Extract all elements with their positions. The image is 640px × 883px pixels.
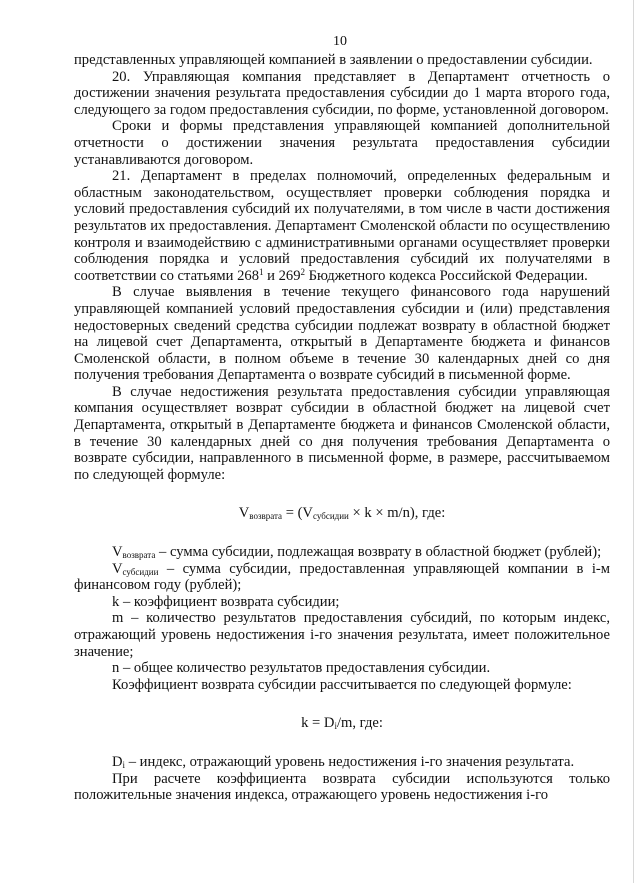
formula2-rhs: /m, где: (336, 715, 383, 732)
formula2-sub-i: i (334, 721, 337, 732)
paragraph-21-text-b: и 269 (263, 267, 301, 284)
paragraph-positive-values: При расчете коэффициента возврата субсидии используются только положительные значения индекса, отражающего уровень недостижения i-го (74, 770, 610, 804)
definition-d-index (74, 754, 610, 771)
paragraph-reporting-terms: Сроки и формы представления управляющей компанией дополнительной отчетности о достижении значения результата предоставления субсидии устанавливаются договором. (74, 118, 610, 168)
scan-edge-line (633, 0, 634, 883)
def-v: V (112, 560, 123, 577)
paragraph-20: 20. Управляющая компания представляет в Департамент отчетность о достижении значения результата предоставления субсидии до 1 марта второго года, следующего за годом предоставления субсидии, по форме, установленной договором. (74, 68, 610, 118)
def-v: V (112, 544, 123, 561)
page-number: 10 (333, 34, 347, 49)
def-sub: возврата (122, 550, 156, 561)
formula-sub-subsidy: субсидии (312, 511, 349, 522)
article-superscript-2: 2 (300, 266, 305, 277)
formula-sub-return: возврата (249, 511, 283, 522)
definition-k: k – коэффициент возврата субсидии; (112, 593, 340, 610)
formula2-lhs: k = D (301, 715, 335, 732)
paragraph-21-text-a: 21. Департамент в пределах полномочий, определенных федеральным и областным законодательством, осуществляет проверки соблюдения порядка и условий предоставления субсидий их получателями, в том числе в части достижения результатов их предоставления. Департамент Смоленской области по осуществлению контроля и взаимодействию с административными органами осуществляет проверки соблюдения порядка и условий предоставления субсидий их получателями в соответствии со статьями 268 (74, 168, 610, 284)
formula-v: V (238, 505, 250, 522)
def-sub: субсидии (122, 566, 159, 577)
paragraph-non-achievement: В случае недостижения результата предоставления субсидии управляющая компания осуществляет возврат субсидии в областной бюджет на лицевой счет Департамента, открытый в Департаменте бюджета и финансов Смоленской области, в течение 30 календарных дней со дня получения требования Департамента о возврате субсидии, направленного в письменной форме, в размере, рассчитываемом по следующей формуле: (74, 383, 610, 483)
article-superscript-1: 1 (259, 266, 264, 277)
paragraph-continuation: представленных управляющей компанией в заявлении о предоставлении субсидии. (74, 52, 593, 68)
def-text: – сумма субсидии, подлежащая возврату в областной бюджет (рублей); (155, 544, 602, 561)
definition-v-subsidy (74, 561, 610, 594)
formula-rest: × k × m/n), где: (348, 505, 446, 522)
paragraph-21-text-c: Бюджетного кодекса Российской Федерации. (305, 267, 588, 284)
def-text: – индекс, отражающий уровень недостижения i-го значения результата. (125, 753, 575, 770)
def-d: D (112, 753, 123, 770)
formula-return-amount (74, 505, 610, 522)
definition-v-return (74, 544, 610, 561)
definition-m: m – количество результатов предоставления субсидий, по которым индекс, отражающий уровень недостижения i-го значения результата, имеет положительное значение; (74, 610, 610, 660)
definition-n: n – общее количество результатов предоставления субсидии. (112, 660, 491, 677)
def-text: – сумма субсидии, предоставленная управляющей компании в i-м финансовом году (рублей); (74, 560, 610, 594)
paragraph-violations: В случае выявления в течение текущего финансового года нарушений управляющей компанией условий предоставления субсидии и (или) представления недостоверных сведений средства субсидии подлежат возврату в областной бюджет на лицевой счет Департамента, открытый в Департаменте бюджета и финансов Смоленской области, в полном объеме в течение 30 календарных дней со дня получения требования Департамента о возврате субсидий в письменной форме. (74, 284, 610, 384)
paragraph-21 (74, 168, 610, 284)
def-sub-i: i (122, 759, 126, 770)
formula-eq: = (V (282, 505, 313, 522)
coefficient-intro: Коэффициент возврата субсидии рассчитывается по следующей формуле: (112, 676, 572, 693)
formula-coefficient (74, 715, 610, 732)
